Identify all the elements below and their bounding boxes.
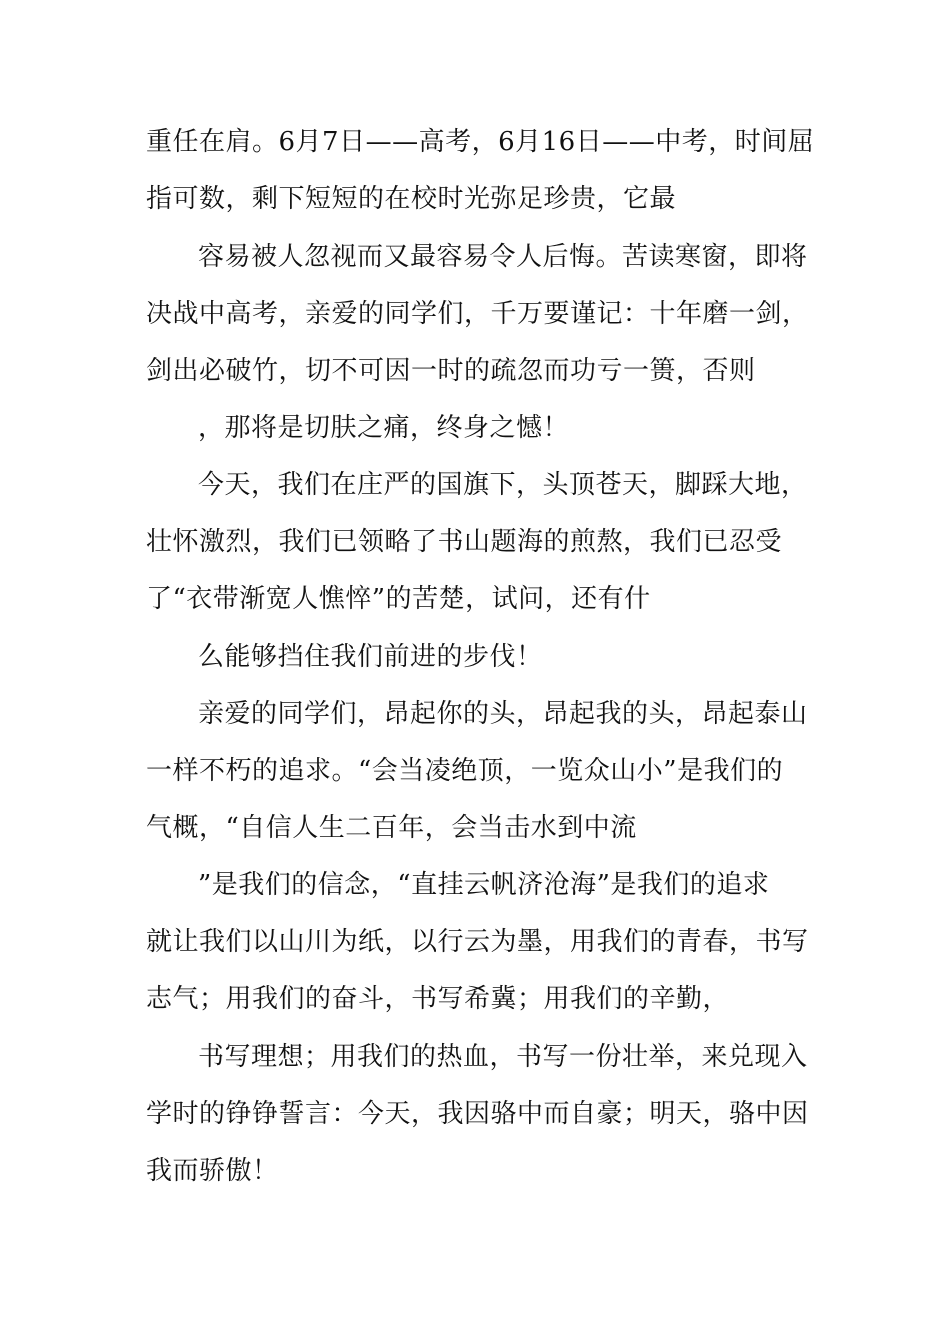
text-line: 剑出必破竹，切不可因一时的疏忽而功亏一篑，否则 (146, 356, 756, 386)
text-line: 么能够挡住我们前进的步伐！ (198, 642, 543, 672)
text-line: 就让我们以山川为纸，以行云为墨，用我们的青春，书写 (146, 927, 809, 957)
text-line: 学时的铮铮誓言：今天，我因骆中而自豪；明天，骆中因 (146, 1099, 809, 1129)
text-line: 志气；用我们的奋斗，书写希冀；用我们的辛勤， (146, 984, 730, 1014)
text-line: 我而骄傲！ (146, 1156, 279, 1186)
text-line: 容易被人忽视而又最容易令人后悔。苦读寒窗，即将 (198, 242, 808, 272)
text-line: 了“衣带渐宽人憔悴”的苦楚，试问，还有什 (146, 584, 651, 614)
text-line: 书写理想；用我们的热血，书写一份壮举，来兑现入 (198, 1042, 808, 1072)
text-line: 气概，“自信人生二百年，会当击水到中流 (146, 813, 637, 843)
text-line: 今天，我们在庄严的国旗下，头顶苍天，脚踩大地， (198, 470, 808, 500)
text-line: ”是我们的信念，“直挂云帆济沧海”是我们的追求 (198, 870, 770, 900)
text-line: 重任在肩。6月7日——高考，6月16日——中考，时间屈 (146, 127, 815, 157)
text-line: 指可数，剩下短短的在校时光弥足珍贵，它最 (146, 184, 677, 214)
text-line: ，那将是切肤之痛，终身之憾！ (198, 413, 570, 443)
text-line: 决战中高考，亲爱的同学们，千万要谨记：十年磨一剑， (146, 299, 809, 329)
text-line: 一样不朽的追求。“会当凌绝顶，一览众山小”是我们的 (146, 756, 784, 786)
text-line: 壮怀激烈，我们已领略了书山题海的煎熬，我们已忍受 (146, 527, 783, 557)
text-line: 亲爱的同学们，昂起你的头，昂起我的头，昂起泰山 (198, 699, 808, 729)
